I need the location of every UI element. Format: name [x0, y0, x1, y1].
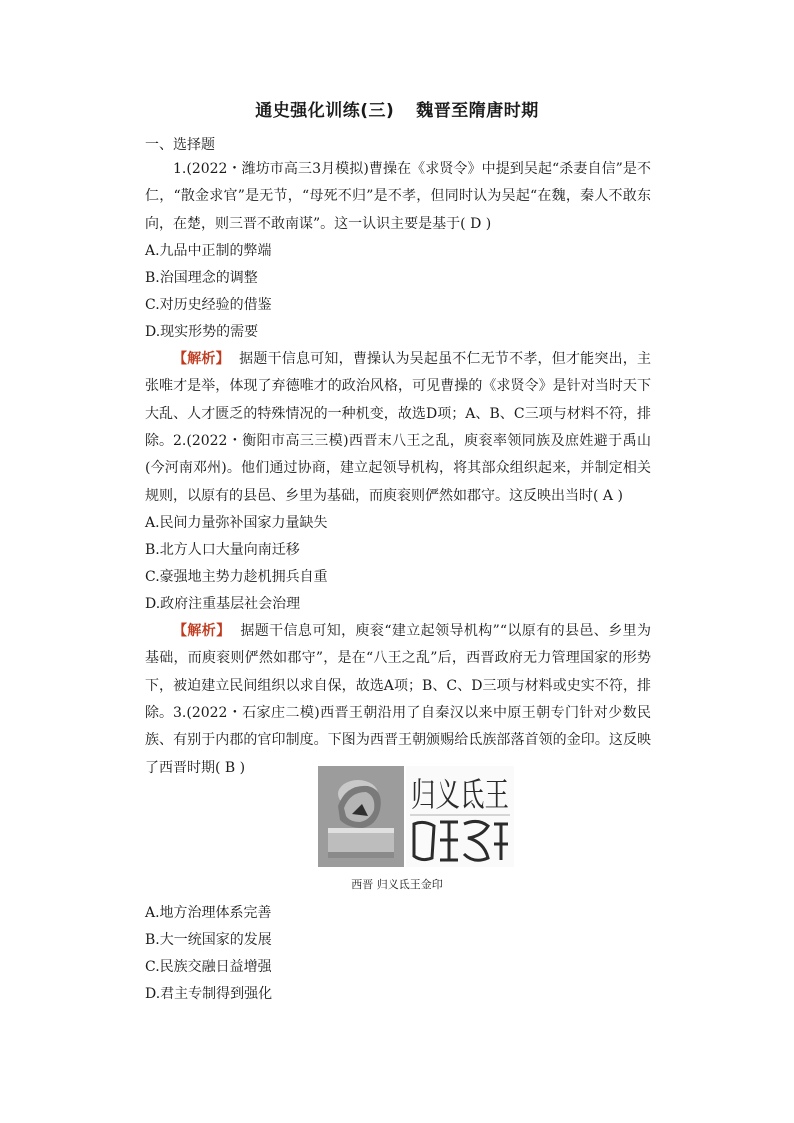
- section-heading: 一、选择题: [145, 137, 215, 153]
- seal-inscription: 归义氐王: [411, 775, 509, 814]
- figure-caption: 西晋 归义氐王金印: [351, 878, 443, 891]
- analysis-tag: 【解析】: [173, 623, 231, 639]
- gold-seal-photo: [318, 766, 404, 867]
- question-3-option-c: C.民族交融日益增强: [145, 959, 272, 975]
- question-1-option-a: A.九品中正制的弊端: [145, 243, 272, 259]
- gold-seal-figure: [318, 766, 514, 867]
- analysis-text: 据题干信息可知，庾衮“建立起领导机构”“以原有的县邑、乡里为基础，而庾衮则俨然如郡守”，是在“八王之乱”后，西晋政府无力管理国家的形势下，被迫建立民间组织以求自保，故选A项；B、C、D三项与材料或史实不符，排除。: [145, 623, 651, 721]
- question-2-option-a: A.民间力量弥补国家力量缺失: [145, 515, 328, 531]
- question-2-option-d: D.政府注重基层社会治理: [145, 596, 301, 612]
- question-2-option-b: B.北方人口大量向南迁移: [145, 542, 300, 558]
- question-2-stem: 2.(2022・衡阳市高三三模)西晋末八王之乱，庾衮率领同族及庶姓避于禹山(今河南邓州)。他们通过协商，建立起领导机构，将其部众组织起来，并制定相关规则，以原有的县邑、乡里为基础，而庾衮则俨然如郡守。这反映出当时( A ): [145, 433, 651, 504]
- question-3-option-b: B.大一统国家的发展: [145, 932, 272, 948]
- question-3-option-a: A.地方治理体系完善: [145, 905, 272, 921]
- question-1-option-c: C.对历史经验的借鉴: [145, 297, 272, 313]
- analysis-text: 据题干信息可知，曹操认为吴起虽不仁无节不孝，但才能突出，主张唯才是举，体现了弃德唯才的政治风格，可见曹操的《求贤令》是针对当时天下大乱、人才匮乏的特殊情况的一种机变，故选D项；A、B、C三项与材料不符，排除。: [145, 351, 652, 449]
- seal-impression: [406, 766, 514, 867]
- question-3-stem: 3.(2022・石家庄二模)西晋王朝沿用了自秦汉以来中原王朝专门针对少数民族、有别于内郡的官印制度。下图为西晋王朝颁赐给氐族部落首领的金印。这反映了西晋时期( B ): [145, 705, 651, 776]
- title-sub: 魏晋至隋唐时期: [416, 101, 539, 121]
- question-1-option-d: D.现实形势的需要: [145, 324, 259, 340]
- question-3-option-d: D.君主专制得到强化: [145, 986, 273, 1002]
- question-2-option-c: C.豪强地主势力趁机拥兵自重: [145, 569, 328, 585]
- title-main: 通史强化训练(三): [255, 101, 395, 121]
- seal-imprint-icon: [406, 766, 514, 867]
- question-1-option-b: B.治国理念的调整: [145, 270, 258, 286]
- analysis-tag: 【解析】: [173, 351, 230, 367]
- seal-knob-icon: [318, 766, 404, 867]
- page-title: [0, 96, 794, 121]
- question-1-stem: 1.(2022・潍坊市高三3月模拟)曹操在《求贤令》中提到吴起“杀妻自信”是不仁，“散金求官”是无节，“母死不归”是不孝，但同时认为吴起“在魏，秦人不敢东向，在楚，则三晋不敢南谋”。这一认识主要是基于( D ): [145, 161, 651, 232]
